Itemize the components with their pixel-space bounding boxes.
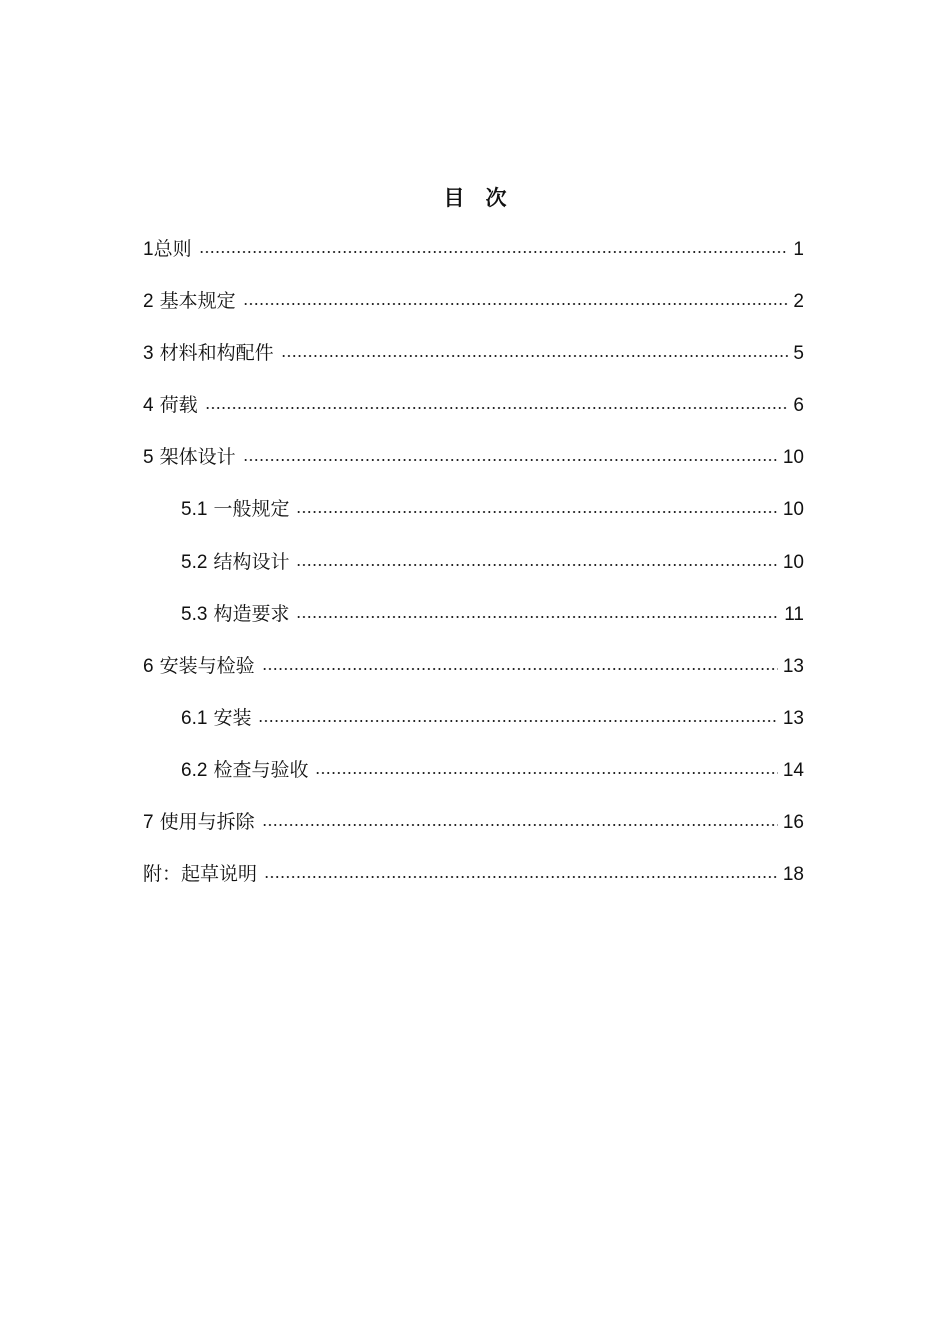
toc-dot-leader [296, 564, 777, 566]
toc-entry-number: 6.1 [181, 707, 208, 729]
toc-entry-number: 附： [143, 864, 182, 886]
toc-entry-appendix[interactable] [143, 855, 804, 907]
toc-dot-leader [243, 459, 778, 461]
toc-entry-number: 7 [143, 812, 154, 834]
toc-entry-page: 10 [782, 499, 804, 521]
toc-entry-number: 1 [143, 239, 154, 260]
toc-entry-6[interactable] [143, 647, 804, 699]
toc-entry-page: 13 [782, 655, 804, 677]
toc-dot-leader [243, 303, 789, 305]
toc-entry-page: 16 [782, 812, 804, 834]
toc-entry-number: 5.2 [181, 551, 208, 573]
toc-dot-leader [258, 720, 777, 722]
toc-entry-page: 6 [793, 395, 804, 417]
toc-entry-label: 结构设计 [213, 550, 290, 573]
toc-entry-label: 总则 [153, 238, 192, 260]
toc-entry-label: 荷载 [159, 394, 198, 417]
toc-entry-page: 14 [782, 759, 804, 781]
toc-entry-page: 13 [782, 707, 804, 729]
toc-entry-label: 安装与检验 [159, 654, 255, 677]
toc-entry-label: 架体设计 [159, 446, 236, 469]
toc-entry-page: 18 [782, 864, 804, 886]
toc-entry-number: 5.1 [181, 499, 208, 521]
toc-entry-number: 5.3 [181, 603, 208, 625]
toc-entry-5[interactable] [143, 438, 804, 490]
toc-entry-number: 2 [143, 291, 154, 313]
toc-entry-6-2[interactable] [143, 751, 804, 803]
toc-dot-leader [264, 876, 778, 878]
toc-entry-3[interactable] [143, 334, 804, 386]
toc-entry-5-2[interactable] [143, 543, 804, 595]
toc-entry-label: 使用与拆除 [159, 811, 255, 834]
toc-entry-number: 3 [143, 343, 154, 365]
toc-entry-4[interactable] [143, 386, 804, 438]
toc-entry-label: 构造要求 [213, 602, 290, 625]
toc-entry-1[interactable] [143, 230, 804, 282]
toc-entry-number: 6.2 [181, 759, 208, 781]
toc-list [143, 230, 804, 907]
toc-entry-label: 安装 [213, 706, 252, 729]
toc-entry-page: 11 [784, 603, 804, 625]
toc-entry-label: 检查与验收 [213, 758, 309, 781]
toc-dot-leader [315, 772, 777, 774]
toc-entry-5-3[interactable] [143, 595, 804, 647]
toc-entry-page: 1 [793, 239, 804, 260]
toc-entry-5-1[interactable] [143, 490, 804, 542]
toc-title: 目 次 [443, 186, 507, 210]
toc-entry-number: 5 [143, 447, 154, 469]
toc-entry-label: 一般规定 [213, 498, 290, 521]
toc-entry-page: 10 [782, 551, 804, 573]
toc-dot-leader [296, 511, 777, 513]
toc-entry-label: 材料和构配件 [159, 342, 274, 365]
toc-entry-number: 4 [143, 395, 154, 417]
toc-dot-leader [205, 407, 789, 409]
toc-dot-leader [199, 251, 789, 253]
toc-entry-label: 起草说明 [181, 863, 258, 886]
toc-dot-leader [262, 824, 778, 826]
toc-dot-leader [281, 355, 789, 357]
toc-entry-7[interactable] [143, 803, 804, 855]
toc-entry-number: 6 [143, 655, 154, 677]
toc-entry-page: 5 [793, 343, 804, 365]
toc-dot-leader [262, 668, 778, 670]
toc-dot-leader [296, 616, 779, 618]
toc-entry-page: 10 [782, 447, 804, 469]
toc-entry-2[interactable] [143, 282, 804, 334]
toc-entry-6-1[interactable] [143, 699, 804, 751]
toc-entry-page: 2 [793, 291, 804, 313]
toc-entry-label: 基本规定 [159, 290, 236, 313]
